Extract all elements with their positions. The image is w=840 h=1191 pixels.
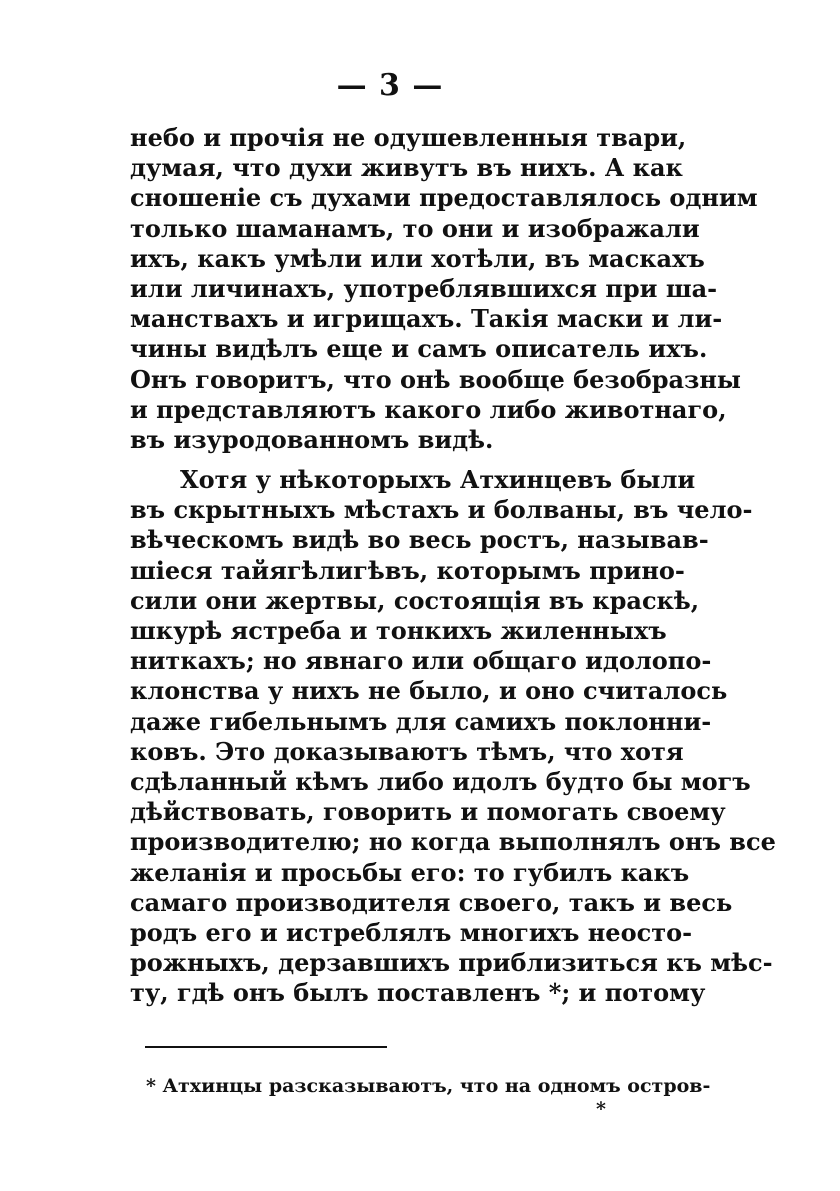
text-line: манствахъ и игрищахъ. Такія маски и ли- [130, 304, 723, 334]
text-line: сили они жертвы, состоящія въ краскѣ, [130, 585, 700, 615]
text-line: чины видѣлъ еще и самъ описатель ихъ. [130, 334, 708, 364]
text-line: ниткахъ; но явнаго или общаго идолопо- [130, 646, 712, 676]
text-line: и представляютъ какого либо животнаго, [130, 394, 727, 424]
text-line: дѣйствовать, говорить и помогать своему [130, 797, 726, 827]
text-line: сдѣланный кѣмъ либо идолъ будто бы могъ [130, 766, 751, 796]
text-line: самаго производителя своего, такъ и весь [130, 887, 733, 917]
text-line: вѣческомъ видѣ во весь ростъ, называв- [130, 525, 709, 555]
footnote-divider [145, 1046, 387, 1048]
text-line: родъ его и истреблялъ многихъ неосто- [130, 917, 693, 947]
text-line: ихъ, какъ умѣли или хотѣли, въ маскахъ [130, 243, 705, 273]
text-line: въ скрытныхъ мѣстахъ и болваны, въ чело- [130, 495, 753, 525]
main-text [130, 123, 776, 1008]
text-line: желанія и просьбы его: то губилъ какъ [130, 857, 690, 887]
text-line: даже гибельнымъ для самихъ поклонни- [130, 706, 712, 736]
text-line: шіеся тайягѣлигѣвъ, которымъ прино- [130, 555, 685, 585]
text-line: небо и прочія не одушевленныя твари, [130, 123, 687, 152]
text-line: думая, что духи живутъ въ нихъ. А как [130, 153, 683, 183]
text-line: или личинахъ, употреблявшихся при ша- [130, 273, 718, 303]
text-line: производителю; но когда выполнялъ онъ все [130, 827, 776, 857]
text-line: только шаманамъ, то они и изображали [130, 213, 700, 243]
page-number: — 3 — [336, 68, 444, 103]
text-line: ковъ. Это доказываютъ тѣмъ, что хотя [130, 736, 684, 766]
paragraph-gap [130, 455, 654, 465]
text-line: Хотя у нѣкоторыхъ Атхинцевъ были [180, 465, 696, 495]
text-line: клонства у нихъ не было, и оно считалось [130, 676, 728, 706]
text-line: въ изуродованномъ видѣ. [130, 424, 494, 454]
text-line: рожныхъ, дерзавшихъ приблизиться къ мѣс- [130, 948, 773, 978]
text-line: ту, гдѣ онъ былъ поставленъ *; и потому [130, 978, 706, 1008]
catchword: * [596, 1098, 606, 1120]
text-line: сношеніе съ духами предоставлялось одним [130, 183, 758, 213]
text-line: шкурѣ ястреба и тонкихъ жиленныхъ [130, 616, 667, 645]
text-line: Онъ говоритъ, что онѣ вообще безобразны [130, 364, 741, 394]
footnote-text: * Атхинцы разсказываютъ, что на одномъ остров- [146, 1075, 711, 1097]
